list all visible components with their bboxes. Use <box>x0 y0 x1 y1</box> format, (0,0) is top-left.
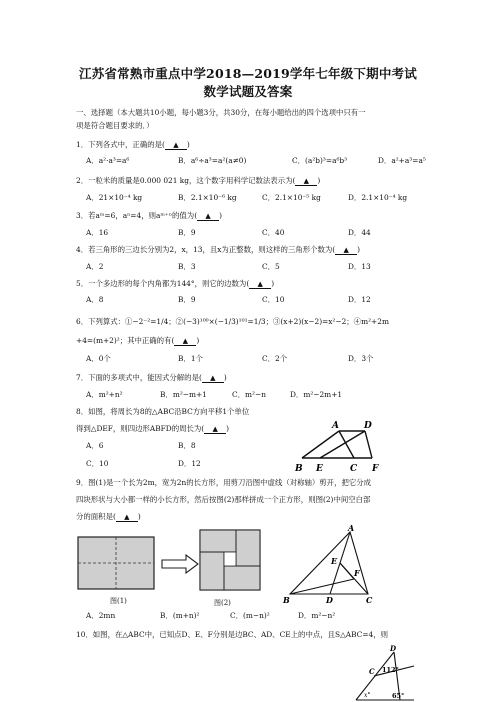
q8-label-d: D <box>364 421 372 431</box>
q9-option-a: A．2mn <box>86 611 116 620</box>
section-intro-line2: 项是符合题目要求的．） <box>76 121 154 130</box>
q5-option-c: C．10 <box>262 295 285 304</box>
q7-option-d: D．m²−2m+1 <box>290 390 343 399</box>
q1-option-b: B．a⁶÷a³=a²(a≠0) <box>178 156 247 165</box>
q3-option-b: B．9 <box>178 228 196 237</box>
q4-option-b: B．3 <box>178 262 196 271</box>
q8-label-f: F <box>372 464 379 474</box>
answer-blank: ▲ <box>116 513 138 522</box>
q9-stem-line1: 9．图(1)是一个长为2m，宽为2n的长方形，用剪刀沿图中虚线（对称轴）剪开，把它分成 <box>76 478 372 487</box>
tri-label-a: A <box>348 524 355 533</box>
answer-blank: ▲ <box>295 177 317 186</box>
q7-option-a: A．m²+n² <box>86 390 123 399</box>
q5-option-a: A．8 <box>86 295 104 304</box>
q8-option-a: A．6 <box>86 441 104 450</box>
q1-option-d: D．a²+a³=a⁵ <box>378 156 426 165</box>
q8-label-a: A <box>332 421 339 431</box>
q2-option-c: C．2.1×10⁻⁵ kg <box>262 193 321 202</box>
q10-triangle-figure <box>282 524 380 604</box>
answer-blank: ▲ <box>204 425 226 434</box>
angle-112: 112° <box>382 666 399 674</box>
q6-option-c: C．2个 <box>262 354 288 363</box>
angle-65: 65° <box>392 692 405 700</box>
exam-title-line1: 江苏省常熟市重点中学2018—2019学年七年级下期中考试 <box>79 66 417 81</box>
q4-option-a: A．2 <box>86 262 104 271</box>
q5-stem: 5．一个多边形的每个内角都为144°，则它的边数为( ▲ ) <box>76 279 275 288</box>
q2-option-b: B．2.1×10⁻⁶ kg <box>178 193 237 202</box>
q4-option-d: D．13 <box>348 262 371 271</box>
q3-option-d: D．44 <box>348 228 371 237</box>
arrow-right-icon <box>160 554 200 574</box>
q8-stem-line2: 得到△DEF，则四边形ABFD的周长为( ▲ ) <box>76 424 230 433</box>
q9-stem-line2: 四块形状与大小都一样的小长方形，然后按图(2)那样拼成一个正方形，则图(2)中间空白部 <box>76 495 371 504</box>
q6-stem-line2: +4=(m+2)²；其中正确的有( ▲ ) <box>76 336 200 345</box>
angle-label-c: C <box>369 667 375 676</box>
q9-figure-2 <box>198 528 264 596</box>
q5-option-b: B．9 <box>178 295 196 304</box>
q3-stem: 3．若aᵐ=6，aⁿ=4，则aᵐ⁺ⁿ的值为( ▲ ) <box>76 211 222 220</box>
q2-option-d: D．2.1×10⁻⁴ kg <box>348 193 408 202</box>
q9-stem-line3: 分的面积是( ▲ ) <box>76 512 141 521</box>
angle-x: x° <box>364 692 371 699</box>
tri-label-e: E <box>331 556 338 566</box>
q8-label-c: C <box>350 464 358 474</box>
q6-option-b: B．1个 <box>178 354 203 363</box>
angle-figure <box>352 644 418 702</box>
q7-option-c: C．m²−n <box>232 390 266 399</box>
q9-figure-1 <box>76 534 158 594</box>
q8-label-e: E <box>316 464 323 474</box>
q9-option-c: C．(m−n)² <box>230 611 270 620</box>
q1-option-a: A．a²·a³=a⁶ <box>86 156 130 165</box>
q6-option-d: D．3个 <box>348 354 374 363</box>
exam-title-line2: 数学试题及答案 <box>203 84 293 99</box>
q1-option-c: C．(a²b)³=a⁶b³ <box>292 156 348 165</box>
q1-stem: 1．下列各式中，正确的是( ▲ ) <box>76 140 190 149</box>
answer-blank: ▲ <box>197 212 219 221</box>
tri-label-c: C <box>366 595 373 604</box>
q8-option-c: C．10 <box>86 459 109 468</box>
q7-option-b: B．m²−m+1 <box>160 390 207 399</box>
q9-figure-1-caption: 图(1) <box>110 597 127 605</box>
q8-stem-line1: 8．如图，将周长为8的△ABC沿BC方向平移1个单位 <box>76 407 250 416</box>
q5-option-d: D．12 <box>348 295 371 304</box>
q4-option-c: C．5 <box>262 262 280 271</box>
section-intro-line1: 一、选择题（本大题共10小题，每小题3分，共30分，在每小题给出的四个选项中只有一 <box>76 108 366 117</box>
q7-stem: 7．下面的多项式中，能因式分解的是( ▲ ) <box>76 373 227 382</box>
q8-option-b: B．8 <box>178 441 196 450</box>
q9-option-b: B．(m+n)² <box>160 611 200 620</box>
q6-stem-line1: 6．下列算式：①−2⁻²=1/4；②(−3)¹⁰⁰×(−1/3)¹⁰¹=1/3；③(x+2)(x−2)=x²−2；④m²+2m <box>76 317 389 326</box>
tri-label-f: F <box>354 568 360 578</box>
answer-blank: ▲ <box>165 141 187 150</box>
q4-stem: 4．若三角形的三边长分别为2，x，13，且x为正整数，则这样的三角形个数为( ▲ ) <box>76 245 361 254</box>
answer-blank: ▲ <box>335 246 357 255</box>
q8-translation-figure <box>292 416 402 478</box>
q8-option-d: D．12 <box>178 459 201 468</box>
q6-option-a: A．0个 <box>86 354 111 363</box>
q2-option-a: A．21×10⁻⁴ kg <box>86 193 143 202</box>
tri-label-d: D <box>326 595 333 604</box>
answer-blank: ▲ <box>174 337 196 346</box>
angle-label-d: D <box>390 644 397 653</box>
q2-stem: 2．一粒米的质量是0.000 021 kg，这个数字用科学记数法表示为( ▲ ) <box>76 176 321 185</box>
q9-option-d: D．m²−n² <box>298 611 336 620</box>
answer-blank: ▲ <box>249 280 271 289</box>
q9-figure-2-caption: 图(2) <box>214 599 231 607</box>
q10-stem: 10．如图，在△ABC中，已知点D、E、F分别是边BC、AD、CE上的中点，且S△ABC=4，则 <box>76 630 388 639</box>
q3-option-c: C．40 <box>262 228 285 237</box>
answer-blank: ▲ <box>202 374 224 383</box>
tri-label-b: B <box>283 595 290 604</box>
q8-label-b: B <box>295 464 303 474</box>
q3-option-a: A．16 <box>86 228 109 237</box>
